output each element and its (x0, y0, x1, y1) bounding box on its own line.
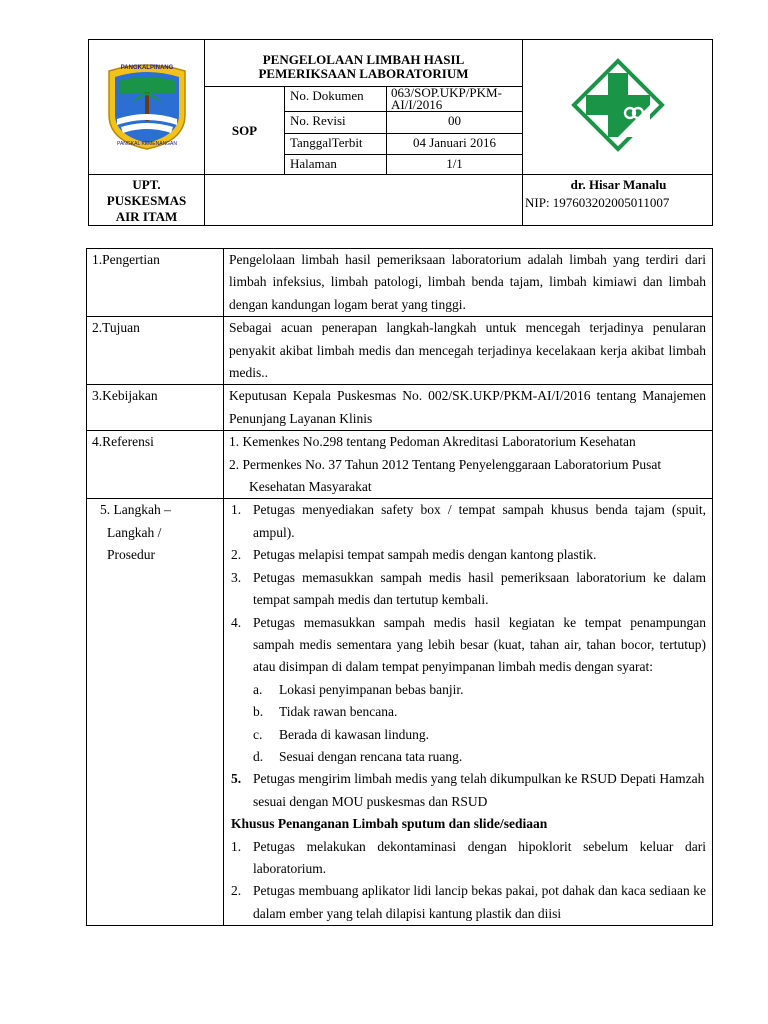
step-3: 3. Petugas memasukkan sampah medis hasil pemeriksaan laboratorium ke dalam tempat sampah medis dan tertutup kembali. (231, 569, 706, 608)
langkah-label (87, 499, 224, 926)
requirement-a: a. Lokasi penyimpanan bebas banjir. (253, 681, 464, 697)
storage-requirements (253, 679, 706, 769)
row-langkah (87, 499, 713, 926)
procedure-steps (227, 499, 706, 813)
requirement-d: d. Sesuai dengan rencana tata ruang. (253, 748, 463, 764)
pengertian-label: 1.Pengertian (87, 249, 224, 317)
requirement-b: b. Tidak rawan bencana. (253, 704, 398, 720)
special-handling-steps (227, 836, 706, 926)
requirement-c: c. Berada di kawasan lindung. (253, 726, 429, 742)
doc-number-label: No. Dokumen (285, 87, 387, 112)
step-2: 2. Petugas melapisi tempat sampah medis dengan kantong plastik. (231, 547, 597, 563)
signer-block (523, 175, 713, 226)
issue-date-label: TanggalTerbit (285, 134, 387, 155)
kebijakan-label: 3.Kebijakan (87, 385, 224, 431)
referensi-item-2: 2. Permenkes No. 37 Tahun 2012 Tentang Penyelenggaraan Laboratorium Pusat Kesehatan Masyarakat (229, 456, 662, 495)
right-logo-cell (523, 40, 713, 175)
left-logo-cell (89, 40, 205, 175)
page-label: Halaman (285, 155, 387, 175)
signer-name: dr. Hisar Manalu (570, 177, 667, 192)
referensi-label: 4.Referensi (87, 431, 224, 499)
title-line-1: PENGELOLAAN LIMBAH HASIL (262, 52, 465, 67)
revision-value: 00 (387, 112, 523, 134)
issue-date-value: 04 Januari 2016 (387, 134, 523, 155)
tujuan-label: 2.Tujuan (87, 317, 224, 385)
logo-bottom-text: PANGKAL KEMENANGAN (116, 141, 177, 147)
org-line-1: UPT. (132, 177, 161, 192)
logo-top-text: PANGKALPINANG (120, 65, 173, 71)
langkah-label-line-1: 5. Langkah – (100, 502, 171, 518)
org-line-3: AIR ITAM (115, 209, 178, 224)
row-tujuan (87, 317, 713, 385)
document-title (205, 40, 523, 87)
tujuan-text: Sebagai acuan penerapan langkah-langkah untuk mencegah terjadinya penularan penyakit akibat limbah medis dan mencegah terjadinya kecelakaan kerja akibat limbah medis.. (229, 320, 706, 381)
city-emblem-logo (99, 57, 195, 153)
step-4: 4. Petugas memasukkan sampah medis hasil kegiatan ke tempat penampungan sampah medis sementara yang lebih besar (kuat, tahan air, tahan bocor, tertutup) atau disimpan di dalam tempat penyimpanan limbah medis dengan syarat: a. Lokasi penyimpanan bebas banjir. b. Tidak rawan bencana. c. Berada di kawasan lindung. d. Sesuai dengan rencana tata ruang. (227, 612, 706, 769)
langkah-label-line-3: Prosedur (107, 547, 155, 563)
step-1: 1. Petugas menyediakan safety box / tempat sampah khusus benda tajam (spuit, ampul). (231, 502, 706, 540)
langkah-label-line-2: Langkah / (107, 524, 162, 540)
row-referensi (87, 431, 713, 499)
sop-label: SOP (205, 87, 285, 175)
kebijakan-text: Keputusan Kepala Puskesmas No. 002/SK.UKP/PKM-AI/I/2016 tentang Manajemen Penunjang Layanan Klinis (229, 388, 706, 426)
revision-label: No. Revisi (285, 112, 387, 134)
row-pengertian (87, 249, 713, 317)
page-value: 1/1 (387, 155, 523, 175)
pengertian-text: Pengelolaan limbah hasil pemeriksaan laboratorium adalah limbah yang terdiri dari limbah infeksius, limbah patologi, limbah benda tajam, limbah kimiawi dan limbah dengan kandungan logam berat yang tinggi. (229, 252, 706, 312)
special-step-1: 1. Petugas melakukan dekontaminasi dengan hipoklorit sebelum keluar dari laboratorium. (231, 838, 706, 876)
sop-content-table (86, 248, 713, 926)
referensi-item-1: 1. Kemenkes No.298 tentang Pedoman Akreditasi Laboratorium Kesehatan (229, 434, 636, 450)
special-step-2: 2. Petugas membuang aplikator lidi lancip bekas pakai, pot dahak dan kaca sediaan ke dalam ember yang telah dilapisi kantung plastik dan diisi (231, 883, 706, 921)
signer-nip: NIP: 197603202005011007 (525, 195, 670, 210)
title-line-2: PEMERIKSAAN LABORATORIUM (258, 66, 469, 81)
special-handling-heading: Khusus Penanganan Limbah sputum dan slide/sediaan (231, 816, 548, 832)
doc-number-value: 063/SOP.UKP/PKM-AI/I/2016 (387, 87, 523, 112)
org-line-2: PUSKESMAS (106, 193, 187, 208)
puskesmas-logo (570, 57, 666, 153)
step-5: 5. Petugas mengirim limbah medis yang telah dikumpulkan ke RSUD Depati Hamzah sesuai dengan MOU puskesmas dan RSUD (231, 771, 705, 809)
row-kebijakan (87, 385, 713, 431)
organization-name (89, 175, 205, 226)
header-table (88, 39, 713, 226)
signature-space (205, 175, 523, 226)
